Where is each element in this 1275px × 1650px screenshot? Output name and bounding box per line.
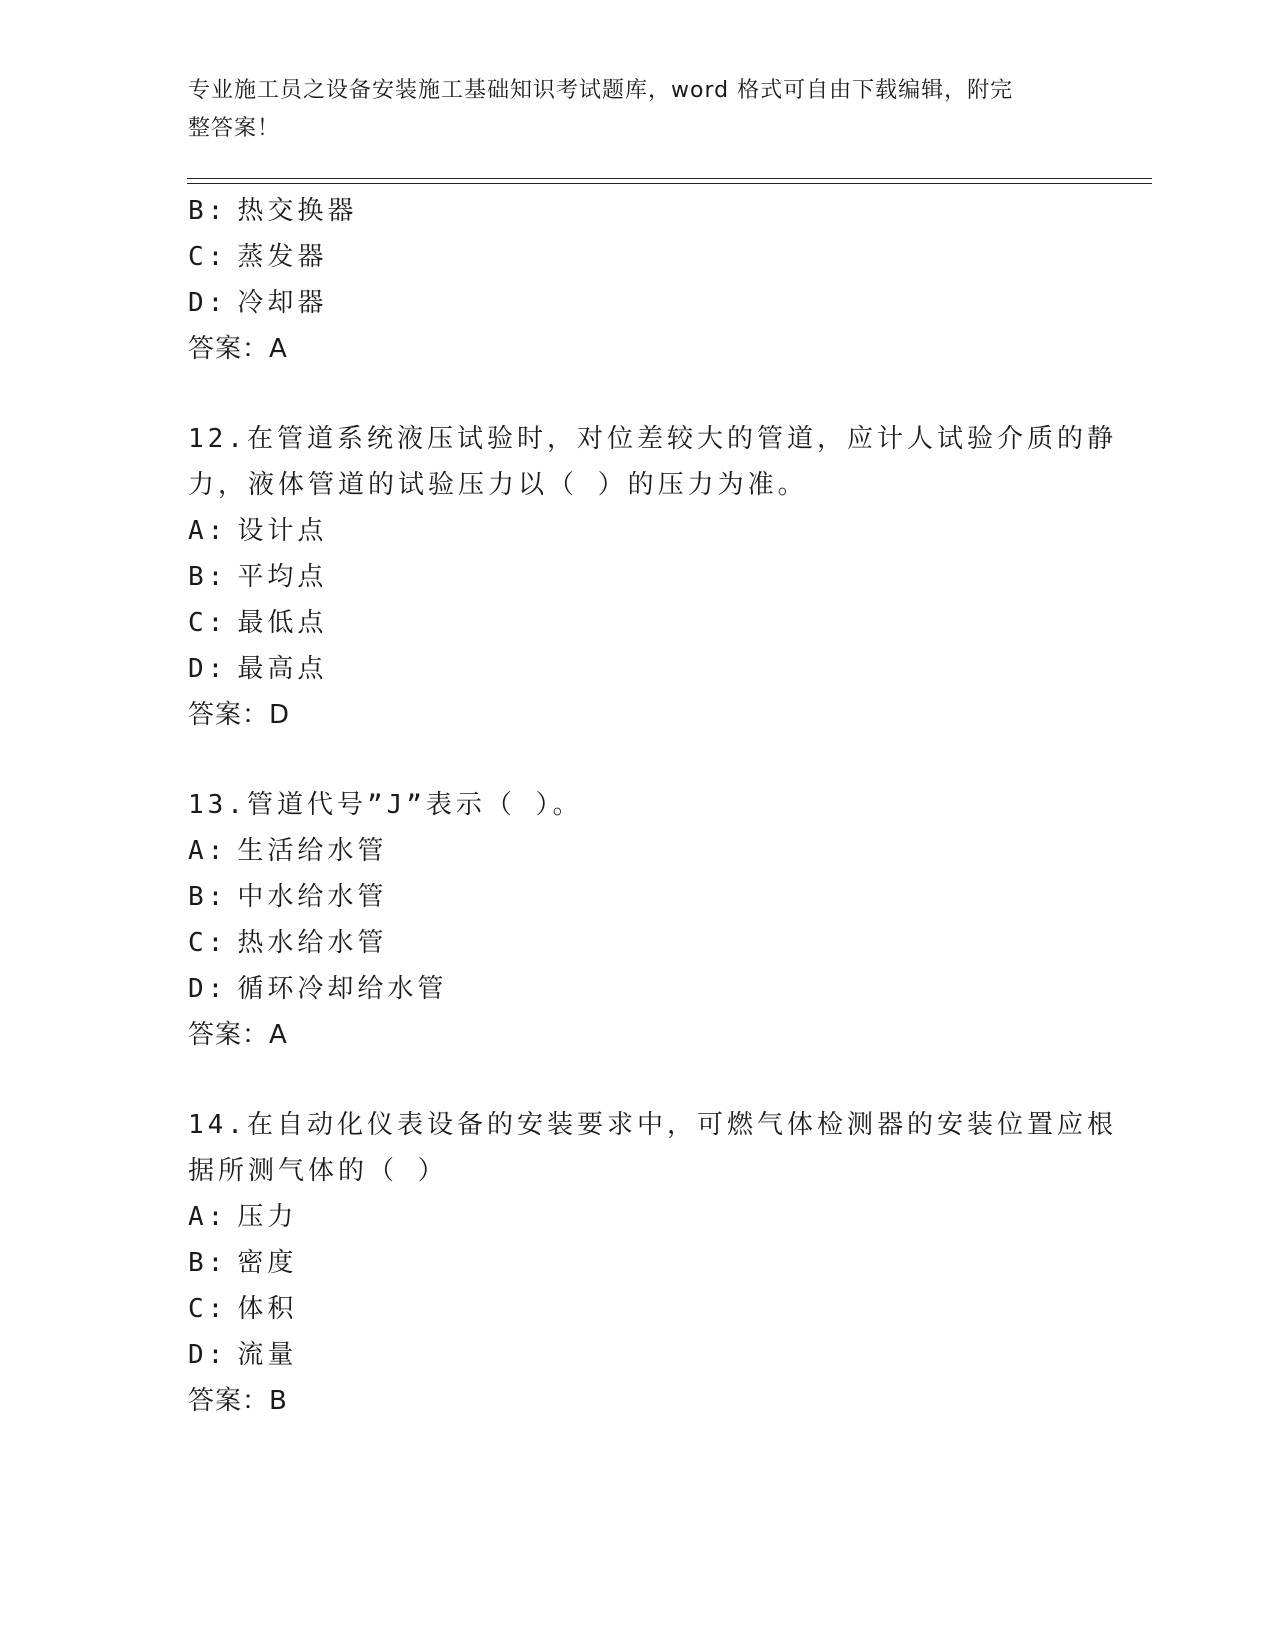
question-12 [188, 416, 1117, 738]
option-letter: D: [188, 654, 228, 684]
option-text: 设计点 [237, 516, 328, 546]
option-letter: D: [188, 1340, 228, 1370]
option-d [188, 280, 1088, 326]
header-divider-top [187, 178, 1152, 179]
option-letter: C: [188, 608, 228, 638]
option-text: 压力 [237, 1202, 298, 1232]
option-letter: B: [188, 1248, 228, 1278]
option-d [188, 1332, 1088, 1378]
option-d [188, 966, 1088, 1012]
option-c [188, 234, 1088, 280]
option-letter: B: [188, 562, 228, 592]
option-letter: C: [188, 1294, 228, 1324]
option-text: 平均点 [237, 562, 328, 592]
question-stem-line: 力，液体管道的试验压力以（ ）的压力为准。 [188, 470, 808, 500]
option-b [188, 554, 1088, 600]
option-text: 生活给水管 [237, 836, 388, 866]
header-line-1: 专业施工员之设备安装施工基础知识考试题库，word 格式可自由下载编辑，附完 [188, 78, 1014, 103]
option-letter: C: [188, 928, 228, 958]
option-letter: D: [188, 974, 228, 1004]
option-text: 热交换器 [237, 196, 358, 226]
question-stem-line: 13.管道代号”J”表示（ ）。 [188, 790, 583, 820]
question-stem-line: 14.在自动化仪表设备的安装要求中，可燃气体检测器的安装位置应根 [188, 1110, 1117, 1140]
option-letter: A: [188, 516, 228, 546]
option-letter: B: [188, 196, 228, 226]
document-header [188, 72, 1068, 148]
answer-line: 答案：D [188, 700, 291, 730]
option-text: 循环冷却给水管 [237, 974, 448, 1004]
option-c [188, 600, 1088, 646]
option-text: 冷却器 [237, 288, 328, 318]
option-letter: D: [188, 288, 228, 318]
option-letter: C: [188, 242, 228, 272]
option-b [188, 188, 1088, 234]
answer-line: 答案：A [188, 334, 288, 364]
option-text: 密度 [237, 1248, 298, 1278]
option-c [188, 1286, 1088, 1332]
option-b [188, 874, 1088, 920]
option-d [188, 646, 1088, 692]
option-text: 中水给水管 [237, 882, 388, 912]
option-text: 最低点 [237, 608, 328, 638]
option-text: 体积 [237, 1294, 298, 1324]
option-c [188, 920, 1088, 966]
header-line-2: 整答案！ [188, 116, 281, 141]
option-a [188, 508, 1088, 554]
option-letter: A: [188, 1202, 228, 1232]
answer-line: 答案：B [188, 1386, 288, 1416]
question-11-continued [188, 188, 1088, 372]
header-divider-bottom [187, 183, 1152, 184]
question-stem-line: 12.在管道系统液压试验时，对位差较大的管道，应计人试验介质的静 [188, 424, 1117, 454]
option-letter: B: [188, 882, 228, 912]
question-13 [188, 782, 1088, 1058]
option-text: 热水给水管 [237, 928, 388, 958]
option-a [188, 1194, 1088, 1240]
option-text: 流量 [237, 1340, 298, 1370]
answer-line: 答案：A [188, 1020, 288, 1050]
option-text: 最高点 [237, 654, 328, 684]
option-letter: A: [188, 836, 228, 866]
question-stem-line: 据所测气体的（ ） [188, 1156, 448, 1186]
option-a [188, 828, 1088, 874]
question-14 [188, 1102, 1117, 1424]
option-b [188, 1240, 1088, 1286]
option-text: 蒸发器 [237, 242, 328, 272]
question-list [188, 188, 1117, 1424]
